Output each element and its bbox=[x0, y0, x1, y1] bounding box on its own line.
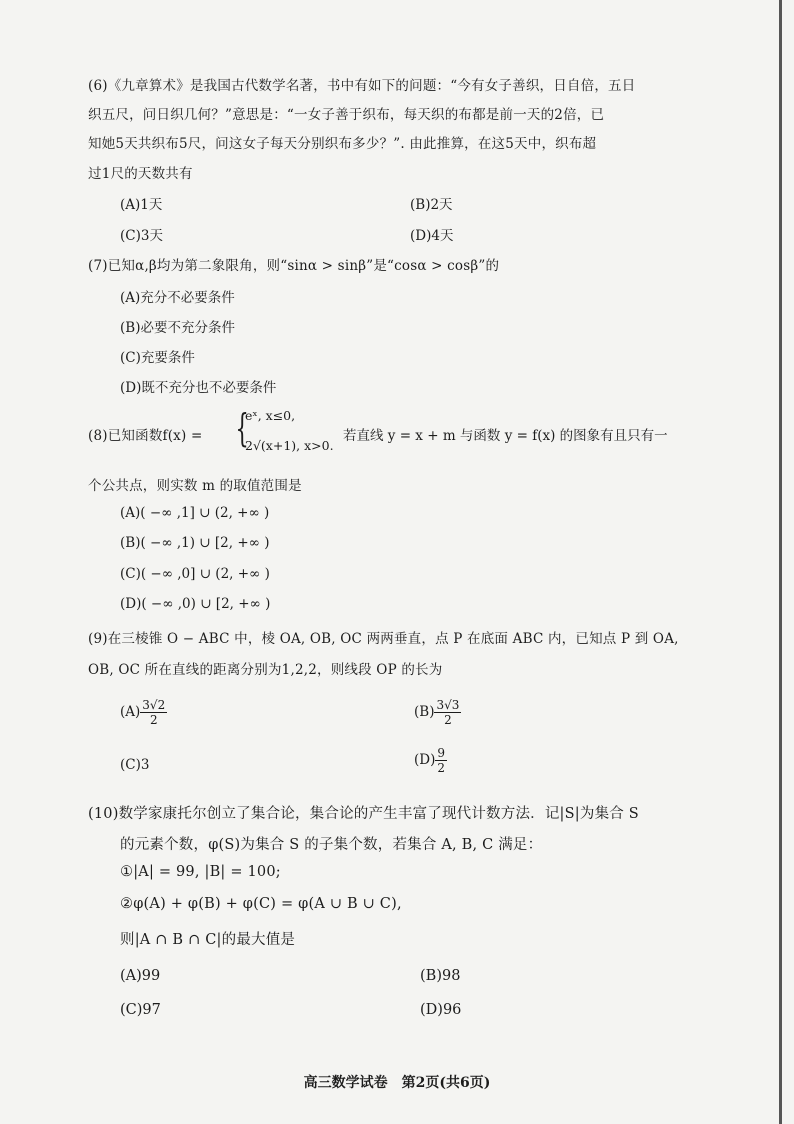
q6-option-a: (A)1天 bbox=[120, 197, 163, 213]
q9-line-2: OB, OC 所在直线的距离分别为1,2,2，则线段 OP 的长为 bbox=[88, 662, 443, 678]
q9-option-a-denominator: 2 bbox=[149, 713, 158, 727]
q6-option-c: (C)3天 bbox=[120, 228, 163, 244]
q8-case-1: eˣ, x≤0, bbox=[245, 408, 296, 423]
q9-option-b bbox=[414, 698, 461, 727]
q9-line-1: (9)在三棱锥 O − ABC 中，棱 OA, OB, OC 两两垂直，点 P 在底面 ABC 内，已知点 P 到 OA, bbox=[88, 631, 679, 647]
q9-option-b-label: (B) bbox=[414, 704, 435, 720]
q8-prefix: (8)已知函数f(x) = bbox=[88, 428, 203, 444]
q9-option-d-denominator: 2 bbox=[437, 761, 445, 775]
q8-case-2: 2√(x+1), x>0. bbox=[245, 438, 334, 453]
q8-option-c: (C)( −∞ ,0] ∪ (2, +∞ ) bbox=[120, 566, 270, 582]
q10-option-b: (B)98 bbox=[420, 968, 461, 984]
q10-line-2: 的元素个数，φ(S)为集合 S 的子集个数，若集合 A, B, C 满足： bbox=[120, 837, 543, 853]
q9-option-a-numerator: 3√2 bbox=[142, 698, 166, 712]
q9-option-b-denominator: 2 bbox=[444, 713, 452, 727]
q10-option-d: (D)96 bbox=[420, 1002, 462, 1018]
q9-option-a bbox=[120, 698, 167, 727]
q7-stem: (7)已知α,β均为第二象限角，则“sinα > sinβ”是“cosα > cosβ”的 bbox=[88, 258, 500, 274]
q10-condition-1: ①|A| = 99, |B| = 100; bbox=[120, 864, 281, 880]
q8-line-2: 个公共点，则实数 m 的取值范围是 bbox=[88, 478, 302, 494]
q7-option-a: (A)充分不必要条件 bbox=[120, 290, 235, 306]
q9-option-d-fraction bbox=[435, 746, 447, 775]
q8-stem-suffix: 若直线 y = x + m 与函数 y = f(x) 的图象有且只有一 bbox=[343, 428, 668, 444]
q10-option-c: (C)97 bbox=[120, 1002, 161, 1018]
q6-line-2: 织五尺，问日织几何？”意思是：“一女子善于织布，每天织的布都是前一天的2倍，已 bbox=[88, 107, 605, 123]
q9-option-a-fraction bbox=[140, 698, 167, 727]
q8-piecewise-brace: { bbox=[235, 406, 249, 450]
q9-option-d-numerator: 9 bbox=[437, 746, 445, 760]
q6-option-d: (D)4天 bbox=[410, 228, 454, 244]
q6-line-1: (6)《九章算术》是我国古代数学名著，书中有如下的问题：“今有女子善织，日自倍，五日 bbox=[88, 78, 636, 94]
q9-option-b-fraction bbox=[434, 698, 461, 727]
q9-option-d-label: (D) bbox=[414, 752, 436, 768]
q9-option-b-numerator: 3√3 bbox=[436, 698, 460, 712]
q6-line-4: 过1尺的天数共有 bbox=[88, 166, 193, 182]
q10-line-3: 则|A ∩ B ∩ C|的最大值是 bbox=[120, 932, 296, 948]
q8-option-a: (A)( −∞ ,1] ∪ (2, +∞ ) bbox=[120, 505, 270, 521]
q6-option-b: (B)2天 bbox=[410, 197, 453, 213]
q7-option-b: (B)必要不充分条件 bbox=[120, 320, 235, 336]
q7-option-d: (D)既不充分也不必要条件 bbox=[120, 380, 277, 396]
page-footer: 高三数学试卷 第2页(共6页) bbox=[303, 1075, 491, 1091]
q8-option-b: (B)( −∞ ,1) ∪ [2, +∞ ) bbox=[120, 535, 270, 551]
scan-edge-line bbox=[779, 0, 782, 1124]
q6-line-3: 知她5天共织布5尺，问这女子每天分别织布多少？”. 由此推算，在这5天中，织布超 bbox=[88, 136, 597, 152]
q10-condition-2: ②φ(A) + φ(B) + φ(C) = φ(A ∪ B ∪ C), bbox=[120, 896, 402, 912]
q10-option-a: (A)99 bbox=[120, 968, 161, 984]
q10-line-1: (10)数学家康托尔创立了集合论，集合论的产生丰富了现代计数方法．记|S|为集合 S bbox=[88, 806, 639, 822]
q9-option-d bbox=[414, 746, 447, 775]
q7-option-c: (C)充要条件 bbox=[120, 350, 195, 366]
q9-option-c: (C)3 bbox=[120, 757, 150, 773]
q8-option-d: (D)( −∞ ,0) ∪ [2, +∞ ) bbox=[120, 596, 271, 612]
q9-option-a-label: (A) bbox=[120, 704, 141, 720]
